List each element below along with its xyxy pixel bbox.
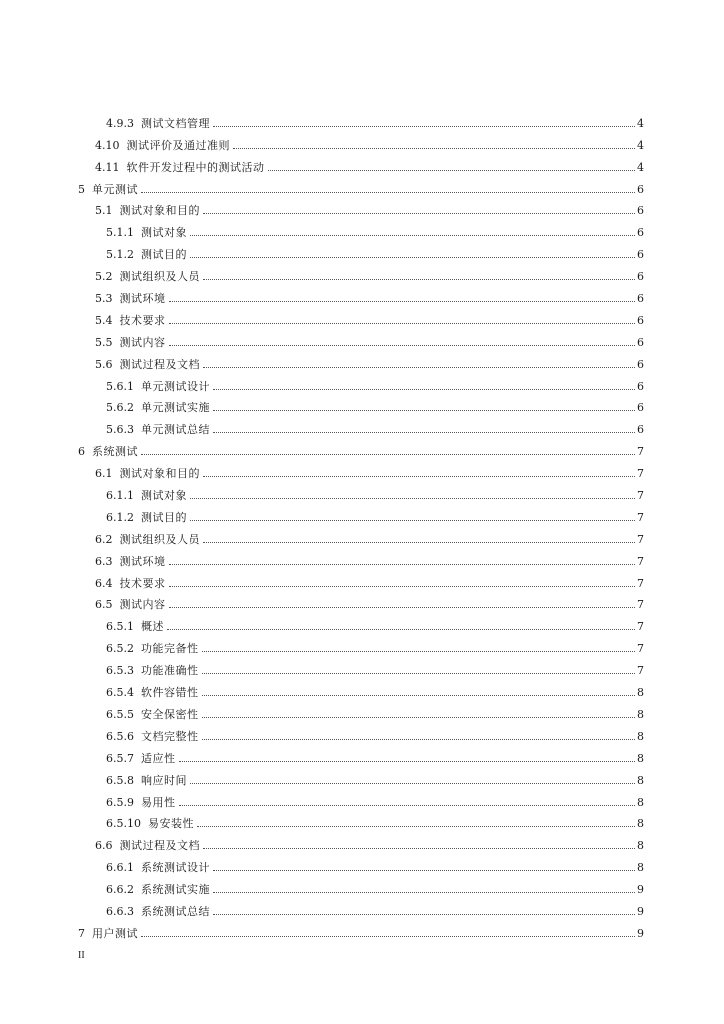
toc-entry[interactable]: [0, 681, 644, 703]
dot-leader: [203, 213, 635, 214]
toc-entry-page: 7: [637, 664, 644, 678]
dot-leader: [190, 783, 635, 784]
dot-leader: [197, 826, 635, 827]
toc-entry-page: 6: [637, 423, 644, 437]
toc-entry-number: 5.3: [95, 292, 113, 306]
toc-entry-title: 技术要求: [119, 313, 166, 327]
toc-entry-page: 7: [637, 642, 644, 656]
toc-entry-title: 易安装性: [148, 817, 194, 831]
toc-entry-title: 测试目的: [141, 248, 187, 262]
toc-entry-number: 6.2: [95, 532, 113, 546]
toc-entry-number: 4.10: [95, 138, 120, 152]
toc-entry-page: 8: [637, 686, 644, 700]
toc-entry-number: 4.11: [95, 160, 120, 174]
toc-entry[interactable]: [0, 900, 644, 922]
toc-entry-number: 5.2: [95, 270, 113, 284]
dot-leader: [190, 520, 635, 521]
toc-entry-title: 软件容错性: [141, 686, 199, 700]
toc-entry-number: 6.5.6: [106, 729, 134, 743]
toc-entry-page: 6: [637, 401, 644, 415]
dot-leader: [169, 323, 636, 324]
toc-entry-page: 6: [637, 226, 644, 240]
toc-entry-page: 8: [637, 707, 644, 721]
toc-entry-title: 概述: [141, 620, 164, 634]
toc-entry-number: 6.5.1: [106, 620, 134, 634]
toc-entry-page: 9: [637, 883, 644, 897]
toc-entry[interactable]: [0, 637, 644, 659]
toc-entry-page: 7: [637, 445, 644, 459]
toc-entry-number: 4.9.3: [106, 116, 134, 130]
dot-leader: [203, 367, 635, 368]
toc-entry-page: 7: [637, 620, 644, 634]
dot-leader: [213, 432, 635, 433]
toc-entry[interactable]: [0, 769, 644, 791]
dot-leader: [190, 498, 635, 499]
toc-entry[interactable]: [0, 506, 644, 528]
toc-entry-title: 软件开发过程中的测试活动: [126, 160, 265, 174]
toc-entry-number: 6.5.4: [106, 686, 134, 700]
toc-entry-page: 4: [637, 160, 644, 174]
toc-entry[interactable]: [0, 528, 644, 550]
toc-entry-page: 7: [637, 576, 644, 590]
dot-leader: [213, 410, 635, 411]
toc-entry-title: 测试内容: [119, 598, 166, 612]
dot-leader: [268, 170, 636, 171]
toc-entry-number: 6.6.2: [106, 883, 134, 897]
toc-entry-title: 系统测试: [92, 445, 138, 459]
dot-leader: [213, 892, 635, 893]
table-of-contents: [0, 112, 724, 944]
dot-leader: [213, 126, 635, 127]
dot-leader: [202, 695, 636, 696]
toc-entry-number: 6.5.7: [106, 751, 134, 765]
toc-entry-title: 测试环境: [119, 292, 166, 306]
toc-entry-title: 易用性: [141, 795, 176, 809]
toc-entry-title: 适应性: [141, 751, 176, 765]
dot-leader: [203, 542, 635, 543]
dot-leader: [213, 914, 635, 915]
toc-entry-number: 6.6: [95, 839, 113, 853]
toc-entry-page: 7: [637, 532, 644, 546]
dot-leader: [190, 257, 635, 258]
dot-leader: [169, 564, 636, 565]
toc-entry-title: 测试对象: [141, 226, 187, 240]
toc-entry-number: 7: [78, 926, 85, 940]
toc-entry[interactable]: [0, 331, 644, 353]
toc-entry[interactable]: [0, 813, 644, 835]
toc-entry-number: 5.6.1: [106, 379, 134, 393]
toc-entry-title: 单元测试设计: [141, 379, 210, 393]
toc-entry-title: 测试对象和目的: [119, 467, 200, 481]
toc-entry-number: 6.5.2: [106, 642, 134, 656]
dot-leader: [167, 629, 635, 630]
toc-entry-page: 6: [637, 357, 644, 371]
toc-entry-page: 8: [637, 773, 644, 787]
toc-entry-title: 测试过程及文档: [119, 357, 200, 371]
toc-entry-page: 7: [637, 554, 644, 568]
toc-entry-page: 7: [637, 467, 644, 481]
toc-entry-page: 9: [637, 904, 644, 918]
dot-leader: [203, 476, 635, 477]
dot-leader: [203, 279, 635, 280]
dot-leader: [179, 761, 636, 762]
toc-entry-number: 5.5: [95, 335, 113, 349]
toc-entry-title: 系统测试总结: [141, 904, 210, 918]
dot-leader: [203, 848, 635, 849]
toc-entry-title: 测试评价及通过准则: [126, 138, 230, 152]
toc-entry-number: 5.1.2: [106, 248, 134, 262]
toc-entry-page: 8: [637, 729, 644, 743]
toc-entry-number: 6.6.3: [106, 904, 134, 918]
toc-entry-page: 8: [637, 839, 644, 853]
toc-entry-page: 8: [637, 751, 644, 765]
toc-entry[interactable]: [0, 243, 644, 265]
toc-entry-number: 5.1: [95, 204, 113, 218]
dot-leader: [141, 936, 635, 937]
dot-leader: [179, 805, 636, 806]
toc-entry-title: 系统测试实施: [141, 883, 210, 897]
toc-entry[interactable]: [0, 484, 644, 506]
toc-entry-number: 5.6.3: [106, 423, 134, 437]
toc-entry[interactable]: [0, 309, 644, 331]
toc-entry[interactable]: [0, 353, 644, 375]
toc-entry[interactable]: [0, 703, 644, 725]
dot-leader: [169, 301, 636, 302]
toc-entry[interactable]: [0, 791, 644, 813]
toc-entry-title: 功能准确性: [141, 664, 199, 678]
toc-entry-page: 6: [637, 182, 644, 196]
toc-entry-page: 8: [637, 795, 644, 809]
toc-entry-number: 6.1: [95, 467, 113, 481]
toc-entry[interactable]: [0, 878, 644, 900]
toc-entry-title: 系统测试设计: [141, 861, 210, 875]
toc-entry-page: 9: [637, 926, 644, 940]
toc-entry-title: 单元测试实施: [141, 401, 210, 415]
toc-entry[interactable]: [0, 615, 644, 637]
toc-entry-page: 6: [637, 335, 644, 349]
toc-entry[interactable]: [0, 156, 644, 178]
dot-leader: [169, 607, 636, 608]
toc-entry-title: 测试文档管理: [141, 116, 210, 130]
toc-entry-number: 6.4: [95, 576, 113, 590]
toc-entry[interactable]: [0, 200, 644, 222]
toc-entry[interactable]: [0, 462, 644, 484]
toc-entry-page: 7: [637, 510, 644, 524]
dot-leader: [202, 651, 636, 652]
page-number-footer: II: [78, 950, 85, 961]
toc-entry-number: 6.3: [95, 554, 113, 568]
toc-entry-title: 测试组织及人员: [119, 532, 200, 546]
toc-entry-number: 6.5.9: [106, 795, 134, 809]
toc-entry-page: 7: [637, 489, 644, 503]
toc-entry[interactable]: [0, 265, 644, 287]
toc-entry-number: 5: [78, 182, 85, 196]
toc-entry-number: 6.5.5: [106, 707, 134, 721]
toc-entry[interactable]: [0, 134, 644, 156]
toc-entry-page: 6: [637, 292, 644, 306]
toc-entry[interactable]: [0, 550, 644, 572]
toc-entry-number: 5.4: [95, 313, 113, 327]
toc-entry[interactable]: [0, 856, 644, 878]
dot-leader: [213, 870, 635, 871]
toc-entry-title: 响应时间: [141, 773, 187, 787]
toc-entry-number: 5.6: [95, 357, 113, 371]
toc-entry[interactable]: [0, 834, 644, 856]
dot-leader: [202, 739, 636, 740]
toc-entry-number: 6.5.10: [106, 817, 141, 831]
dot-leader: [213, 389, 635, 390]
toc-entry-title: 测试组织及人员: [119, 270, 200, 284]
toc-entry-title: 测试对象和目的: [119, 204, 200, 218]
toc-entry[interactable]: [0, 418, 644, 440]
toc-entry-page: 8: [637, 817, 644, 831]
toc-entry-title: 技术要求: [119, 576, 166, 590]
toc-entry-title: 测试环境: [119, 554, 166, 568]
dot-leader: [233, 148, 635, 149]
dot-leader: [169, 345, 636, 346]
dot-leader: [141, 454, 635, 455]
toc-entry-page: 4: [637, 138, 644, 152]
toc-entry-number: 6.5.8: [106, 773, 134, 787]
toc-entry-title: 单元测试: [92, 182, 138, 196]
toc-entry-number: 5.6.2: [106, 401, 134, 415]
dot-leader: [169, 586, 636, 587]
dot-leader: [202, 717, 636, 718]
toc-entry-page: 6: [637, 313, 644, 327]
toc-entry-page: 4: [637, 116, 644, 130]
toc-entry[interactable]: [0, 747, 644, 769]
toc-entry-title: 测试内容: [119, 335, 166, 349]
dot-leader: [202, 673, 636, 674]
toc-entry-title: 测试目的: [141, 510, 187, 524]
toc-entry-page: 7: [637, 598, 644, 612]
dot-leader: [141, 192, 635, 193]
toc-entry-number: 6.5: [95, 598, 113, 612]
toc-entry[interactable]: [0, 572, 644, 594]
dot-leader: [190, 235, 635, 236]
toc-entry-title: 单元测试总结: [141, 423, 210, 437]
toc-entry[interactable]: [0, 659, 644, 681]
toc-entry-page: 8: [637, 861, 644, 875]
toc-entry[interactable]: [0, 221, 644, 243]
toc-entry[interactable]: [0, 287, 644, 309]
toc-entry-title: 测试过程及文档: [119, 839, 200, 853]
toc-entry-number: 5.1.1: [106, 226, 134, 240]
toc-entry[interactable]: [0, 397, 644, 419]
toc-entry[interactable]: [0, 725, 644, 747]
toc-entry-number: 6.5.3: [106, 664, 134, 678]
toc-entry[interactable]: [0, 112, 644, 134]
toc-entry[interactable]: [0, 440, 644, 462]
toc-entry[interactable]: [0, 375, 644, 397]
toc-entry-page: 6: [637, 270, 644, 284]
toc-entry-page: 6: [637, 379, 644, 393]
toc-entry-page: 6: [637, 204, 644, 218]
toc-entry-number: 6.6.1: [106, 861, 134, 875]
toc-entry-title: 安全保密性: [141, 707, 199, 721]
toc-entry-title: 测试对象: [141, 489, 187, 503]
toc-entry-number: 6.1.2: [106, 510, 134, 524]
toc-entry-title: 功能完备性: [141, 642, 199, 656]
toc-entry-page: 6: [637, 248, 644, 262]
toc-entry-number: 6: [78, 445, 85, 459]
toc-entry-title: 用户测试: [92, 926, 138, 940]
toc-entry[interactable]: [0, 594, 644, 616]
toc-entry[interactable]: [0, 922, 644, 944]
toc-entry-number: 6.1.1: [106, 489, 134, 503]
toc-entry[interactable]: [0, 178, 644, 200]
toc-entry-title: 文档完整性: [141, 729, 199, 743]
